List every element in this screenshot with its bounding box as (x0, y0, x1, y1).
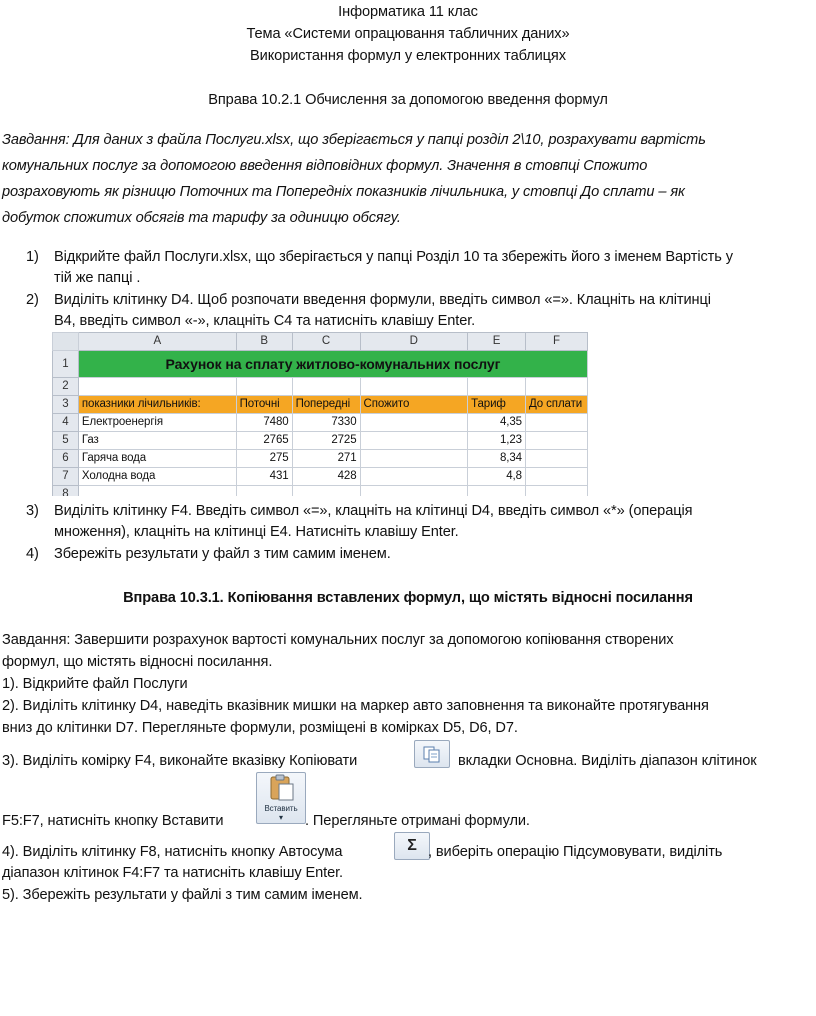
step-text: Відкрийте файл Послуги.xlsx, що зберігається у папці Розділ 10 та збережіть його з іменем Вартість у (54, 249, 733, 265)
header-cell[interactable]: До сплати (525, 396, 587, 414)
doc-lesson: Використання формул у електронних таблицях (250, 48, 566, 64)
paste-label: Вставить (264, 804, 298, 813)
autosum-icon[interactable]: Σ (394, 832, 430, 860)
step-text: Виділіть клітинку F4. Введіть символ «=», клацніть на клітинці D4, введіть символ «*» (операція (54, 503, 693, 519)
step-text: тій же папці . (54, 270, 141, 286)
cell[interactable]: Електроенергія (78, 414, 236, 432)
ex1-task-line: добуток спожитих обсягів та тарифу за одиницю обсягу. (2, 210, 401, 226)
ex2-step: 5). Збережіть результати у файлі з тим самим іменем. (2, 887, 363, 903)
cell[interactable]: Холодна вода (78, 468, 236, 486)
step-text: B4, введіть символ «-», клацніть С4 та натисніть клавішу Enter. (54, 313, 476, 329)
ex2-task-line: Завдання: Завершити розрахунок вартості комунальних послуг за допомогою копіювання створених (2, 632, 674, 648)
cell[interactable] (236, 378, 292, 396)
cell[interactable]: 8,34 (468, 450, 526, 468)
column-header[interactable]: E (468, 333, 526, 351)
cell[interactable] (360, 414, 468, 432)
paste-icon-graphic (257, 773, 305, 803)
row-header[interactable]: 4 (53, 414, 79, 432)
cell[interactable]: 7330 (292, 414, 360, 432)
cell[interactable] (525, 486, 587, 497)
ex2-step: F5:F7, натисніть кнопку Вставити (2, 813, 224, 829)
select-all-corner[interactable] (53, 333, 79, 351)
column-header[interactable]: C (292, 333, 360, 351)
chevron-down-icon: ▾ (279, 813, 283, 822)
row-header[interactable]: 3 (53, 396, 79, 414)
cell[interactable] (292, 378, 360, 396)
header-cell[interactable]: Попередні (292, 396, 360, 414)
ex2-step: . Перегляньте отримані формули. (305, 813, 530, 829)
header-cell[interactable]: Тариф (468, 396, 526, 414)
step-text: Збережіть результати у файл з тим самим іменем. (54, 546, 391, 562)
cell[interactable] (360, 486, 468, 497)
ex2-step: 2). Виділіть клітинку D4, наведіть вказівник мишки на маркер авто заповнення та виконайте протягування (2, 698, 709, 714)
ex2-step: 1). Відкрийте файл Послуги (2, 676, 188, 692)
cell[interactable]: 428 (292, 468, 360, 486)
cell[interactable]: 271 (292, 450, 360, 468)
header-cell[interactable]: показники лічильників: (78, 396, 236, 414)
spreadsheet-grid (52, 332, 588, 496)
cell[interactable] (525, 414, 587, 432)
row-header[interactable]: 1 (53, 351, 79, 378)
cell[interactable] (360, 378, 468, 396)
paste-icon[interactable] (256, 772, 306, 824)
cell[interactable]: 4,35 (468, 414, 526, 432)
cell[interactable] (525, 432, 587, 450)
cell[interactable] (78, 486, 236, 497)
step-number: 1) (26, 249, 39, 265)
ex1-title: Вправа 10.2.1 Обчислення за допомогою введення формул (208, 92, 608, 108)
sheet-title-cell[interactable]: Рахунок на сплату житлово-комунальних послуг (78, 351, 587, 378)
column-header[interactable]: D (360, 333, 468, 351)
cell[interactable] (360, 432, 468, 450)
cell[interactable] (525, 378, 587, 396)
cell[interactable]: Гаряча вода (78, 450, 236, 468)
cell[interactable] (360, 450, 468, 468)
step-number: 4) (26, 546, 39, 562)
column-header[interactable]: B (236, 333, 292, 351)
cell[interactable]: 1,23 (468, 432, 526, 450)
ex2-task-line: формул, що містять відносні посилання. (2, 654, 273, 670)
cell[interactable]: 275 (236, 450, 292, 468)
spreadsheet-image (52, 332, 588, 496)
cell[interactable] (468, 486, 526, 497)
column-header[interactable]: A (78, 333, 236, 351)
ex1-task-line: розраховують як різницю Поточних та Попередніх показників лічильника, у стовпці До сплати – як (2, 184, 685, 200)
doc-topic: Тема «Системи опрацювання табличних даних» (246, 26, 570, 42)
ex2-step: 3). Виділіть комірку F4, виконайте вказівку Копіювати (2, 753, 358, 769)
copy-icon-graphic (415, 741, 449, 767)
column-header[interactable]: F (525, 333, 587, 351)
ex2-step: діапазон клітинок F4:F7 та натисніть клавішу Enter. (2, 865, 344, 881)
cell[interactable]: 2765 (236, 432, 292, 450)
ex2-step: вниз до клітинки D7. Перегляньте формули, розміщені в комірках D5, D6, D7. (2, 720, 518, 736)
step-number: 2) (26, 292, 39, 308)
row-header[interactable]: 2 (53, 378, 79, 396)
row-header[interactable]: 6 (53, 450, 79, 468)
header-cell[interactable]: Поточні (236, 396, 292, 414)
ex2-title: Вправа 10.3.1. Копіювання вставлених формул, що містять відносні посилання (123, 590, 693, 606)
cell[interactable] (525, 468, 587, 486)
ex1-task-line: комунальних послуг за допомогою введення відповідних формул. Значення в стовпці Спожито (2, 158, 648, 174)
ex1-task-line: Завдання: Для даних з файла Послуги.xlsx, що зберігається у папці розділ 2\10, розрахувати вартість (2, 132, 706, 148)
ex2-step: вкладки Основна. Виділіть діапазон клітинок (458, 753, 757, 769)
ex2-step: , виберіть операцію Підсумовувати, виділіть (428, 844, 723, 860)
cell[interactable]: 7480 (236, 414, 292, 432)
step-text: Виділіть клітинку D4. Щоб розпочати введення формули, введіть символ «=». Клацніть на клітинці (54, 292, 711, 308)
copy-icon[interactable] (414, 740, 450, 768)
row-header[interactable]: 8 (53, 486, 79, 497)
cell[interactable] (292, 486, 360, 497)
ex2-step: 4). Виділіть клітинку F8, натисніть кнопку Автосума (2, 844, 343, 860)
cell[interactable]: 4,8 (468, 468, 526, 486)
cell[interactable] (525, 450, 587, 468)
cell[interactable]: 431 (236, 468, 292, 486)
cell[interactable] (468, 378, 526, 396)
step-text: множення), клацніть на клітинці E4. Натисніть клавішу Enter. (54, 524, 459, 540)
doc-subject: Інформатика 11 клас (338, 4, 478, 20)
row-header[interactable]: 7 (53, 468, 79, 486)
cell[interactable] (78, 378, 236, 396)
row-header[interactable]: 5 (53, 432, 79, 450)
header-cell[interactable]: Спожито (360, 396, 468, 414)
cell[interactable] (360, 468, 468, 486)
cell[interactable] (236, 486, 292, 497)
cell[interactable]: Газ (78, 432, 236, 450)
step-number: 3) (26, 503, 39, 519)
cell[interactable]: 2725 (292, 432, 360, 450)
